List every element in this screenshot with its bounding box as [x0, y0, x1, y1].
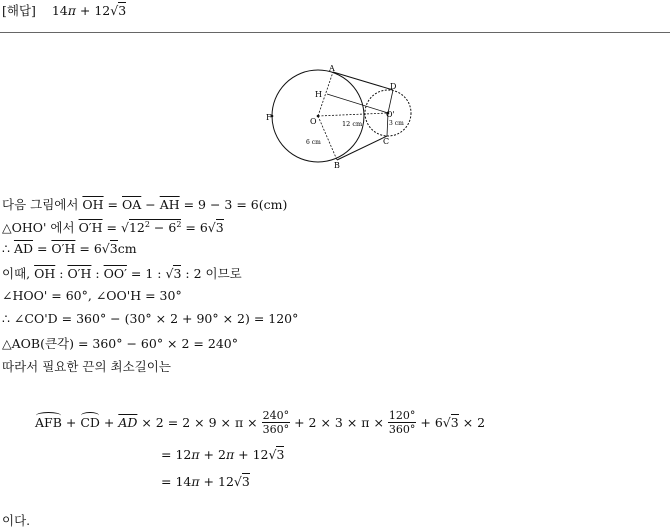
answer-value: 14π + 12√3 — [51, 3, 127, 18]
line-ratio — [2, 264, 242, 282]
label-o-prime: O' — [386, 110, 395, 119]
closing-text — [2, 511, 30, 529]
line-angle-aob — [2, 334, 238, 352]
formula-row-1-mid: + 2 × 3 × π × — [294, 415, 384, 430]
label-h: H — [315, 90, 322, 99]
fraction-120-den: 360° — [388, 423, 416, 436]
line-ratio-pre: 이때, — [2, 266, 31, 281]
fraction-240-360 — [262, 409, 291, 436]
line-conclusion-intro-text: 따라서 필요한 끈의 최소길이는 — [2, 359, 171, 374]
formula-row-1-tail: + 6√3 × 2 — [420, 415, 486, 430]
formula-row-2 — [161, 447, 284, 462]
fraction-120-360 — [388, 409, 417, 436]
line-ad-eq: ∴ $\overline{AD} = O'H = 6√3cm$ — [2, 241, 137, 256]
line-oh — [2, 195, 287, 213]
arc-cd: CD — [80, 415, 100, 430]
fraction-240-num: 240° — [262, 409, 290, 422]
formula-row-3-eq: = 14π + 12√3 — [161, 474, 250, 489]
label-d: D — [390, 82, 397, 91]
two-circles-figure — [262, 62, 412, 174]
line-oh-eq: $\overline{OH} = \overline{OA} - \overline{AH} = 9 - 3 = 6(cm)$ — [82, 197, 288, 212]
center-o — [317, 115, 320, 118]
line-angle-aob-eq: △AOB(큰각) = 360° − 60° × 2 = 240° — [2, 336, 238, 351]
segment-oo-prime — [318, 113, 388, 116]
answer-label: [해답] — [2, 3, 36, 18]
label-b: B — [334, 161, 340, 170]
line-angle-cod-eq: ∴ ∠CO'D = 360° − (30° × 2 + 90° × 2) = 120° — [2, 311, 299, 326]
line-angles-eq: ∠HOO' = 60°, ∠OO'H = 30° — [2, 288, 182, 303]
fraction-240-den: 360° — [262, 423, 290, 436]
label-f: F — [266, 113, 272, 122]
line-conclusion-intro — [2, 357, 171, 375]
segment-ad: $\overline{AD}$ — [118, 415, 138, 430]
formula-row-1-rhs: = 2 × 9 × π × — [167, 415, 258, 430]
formula-row-1: AFB + CD + $\overline{AD}$ × 2 = 2 × 9 × π × $\frac{240^\circ}{360^\circ}$ + 2 × 3 × π × $\frac{120^\circ}{360^\circ}$ + 6√3 × 2 — [35, 409, 486, 436]
line-o-prime-h-pre: △OHO' 에서 — [2, 220, 75, 235]
label-a: A — [329, 64, 335, 73]
radius-ob — [318, 116, 337, 160]
line-ratio-eq: $\overline{OH}$ : O′H : OO′ = 1 : √3 : 2 — [34, 266, 202, 281]
closing-text-value: 이다. — [2, 513, 31, 528]
label-c: C — [383, 137, 390, 146]
formula-row-3 — [161, 474, 250, 489]
label-3cm: 3 cm — [389, 120, 404, 127]
arc-afb: AFB — [35, 415, 62, 430]
tangent-bottom — [337, 136, 390, 160]
segment-ho-prime — [327, 94, 388, 113]
label-6cm: 6 cm — [306, 139, 321, 146]
label-o: O — [310, 117, 317, 126]
line-o-prime-h — [2, 218, 224, 236]
formula-row-2-eq: = 12π + 2π + 12√3 — [161, 447, 285, 462]
fraction-120-num: 120° — [388, 409, 416, 422]
line-ratio-post: 이므로 — [205, 266, 242, 281]
label-12cm: 12 cm — [342, 120, 363, 128]
tangent-top — [333, 72, 393, 90]
header-divider — [0, 32, 670, 33]
line-oh-text: 다음 그림에서 — [2, 197, 79, 212]
line-o-prime-h-eq: $O'H = √12^2 - 6^2 = 6√3$ — [78, 220, 224, 235]
answer-header — [2, 1, 126, 19]
line-angles — [2, 288, 182, 303]
line-ad — [2, 241, 137, 256]
line-angle-cod — [2, 311, 298, 326]
